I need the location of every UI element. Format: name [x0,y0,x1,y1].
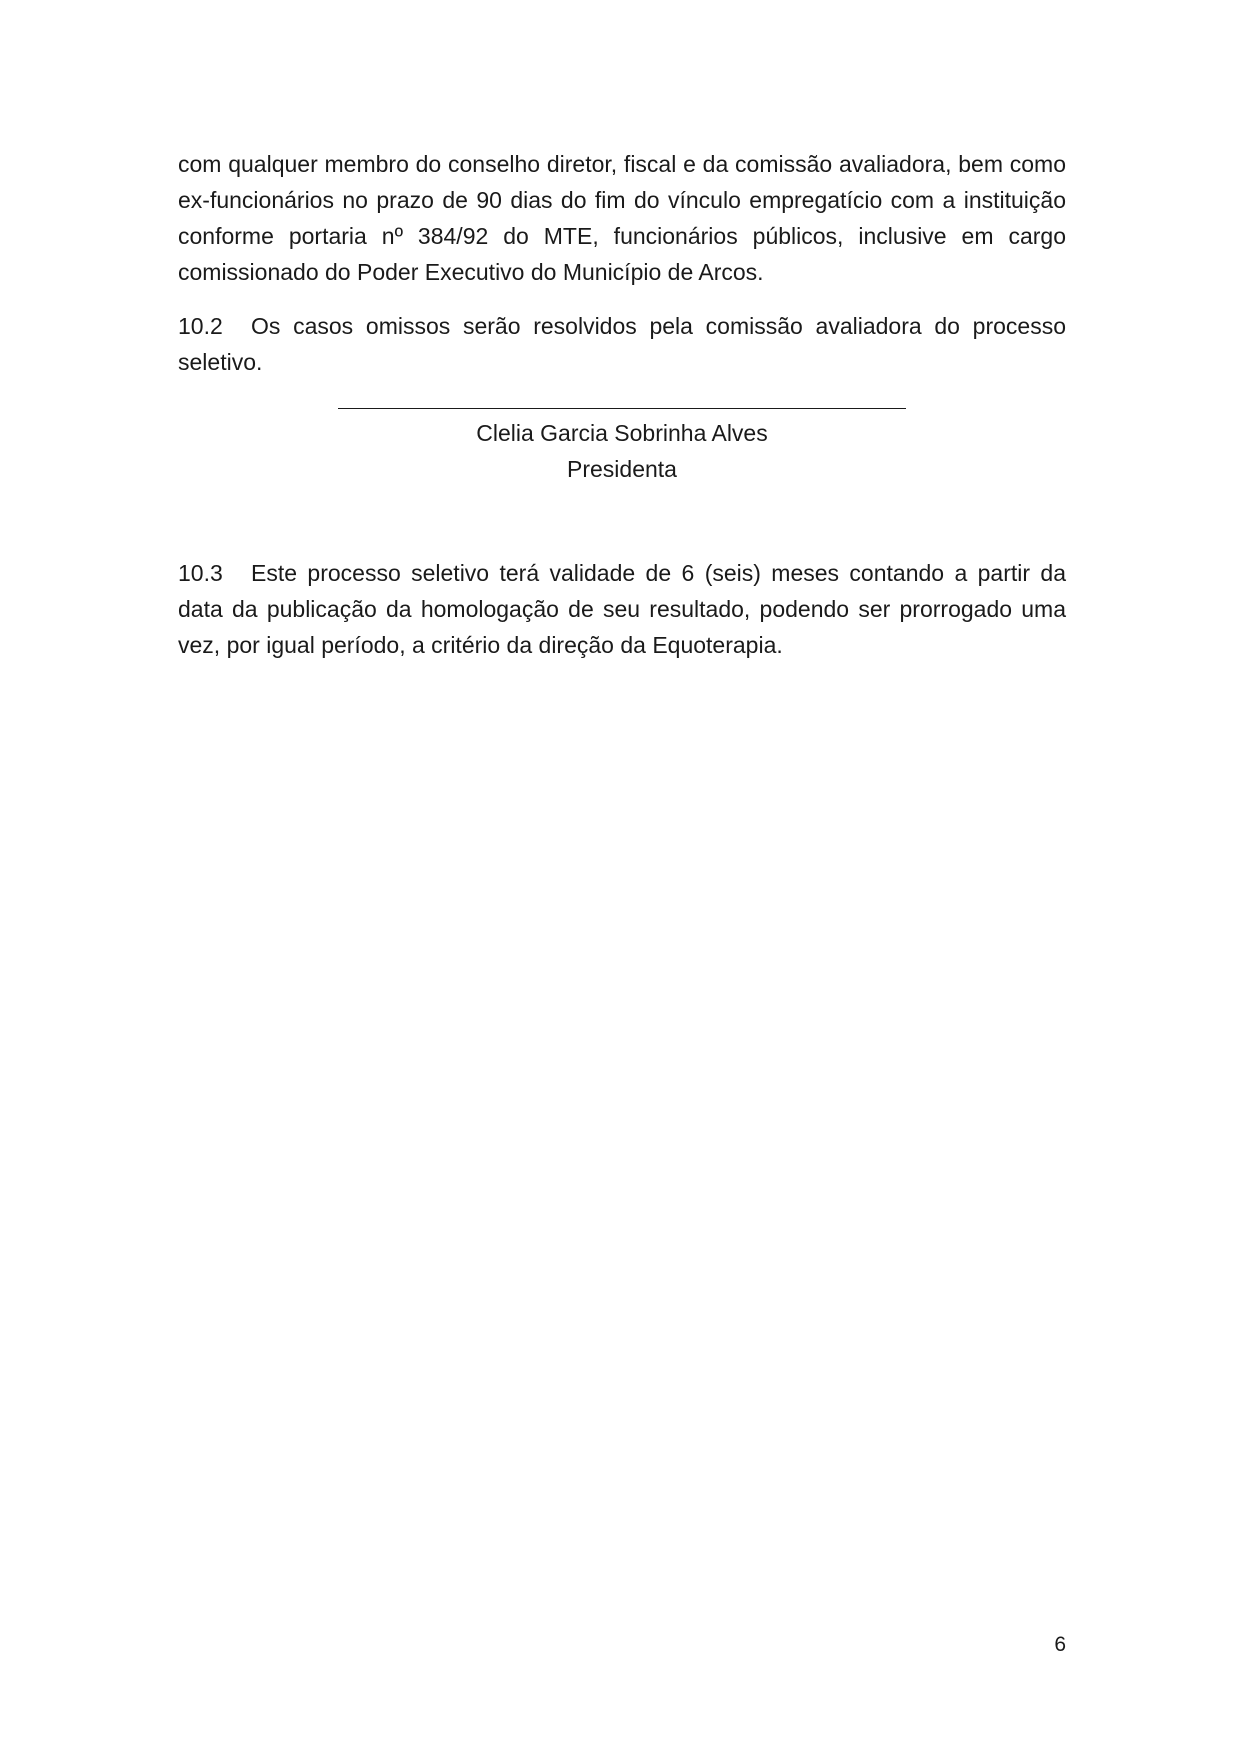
clause-text: Este processo seletivo terá validade de 6 (seis) meses contando a partir da data da publicação da homologação de seu resultado, podendo ser prorrogado uma vez, por igual período, a critério da direção da Equoterapia. [178,560,1066,658]
clause-text: Os casos omissos serão resolvidos pela comissão avaliadora do processo seletivo. [178,313,1066,375]
signature-block [178,408,1066,487]
paragraph-continuation [178,146,1066,290]
signatory-role: Presidenta [567,456,677,482]
signatory-name: Clelia Garcia Sobrinha Alves [476,420,768,446]
clause-10-2 [178,308,1066,380]
clause-number: 10.2 [178,313,223,339]
clause-paragraph [178,308,1066,380]
page-number: 6 [1054,1633,1066,1656]
clause-paragraph [178,555,1066,663]
clause-10-3 [178,555,1066,663]
paragraph-text: com qualquer membro do conselho diretor, fiscal e da comissão avaliadora, bem como ex-funcionários no prazo de 90 dias do fim do vínculo empregatício com a instituição conforme portaria nº 384/92 do MTE, funcionários públicos, inclusive em cargo comissionado do Poder Executivo do Município de Arcos. [178,151,1066,285]
signature-line [338,408,906,409]
clause-number: 10.3 [178,560,223,586]
